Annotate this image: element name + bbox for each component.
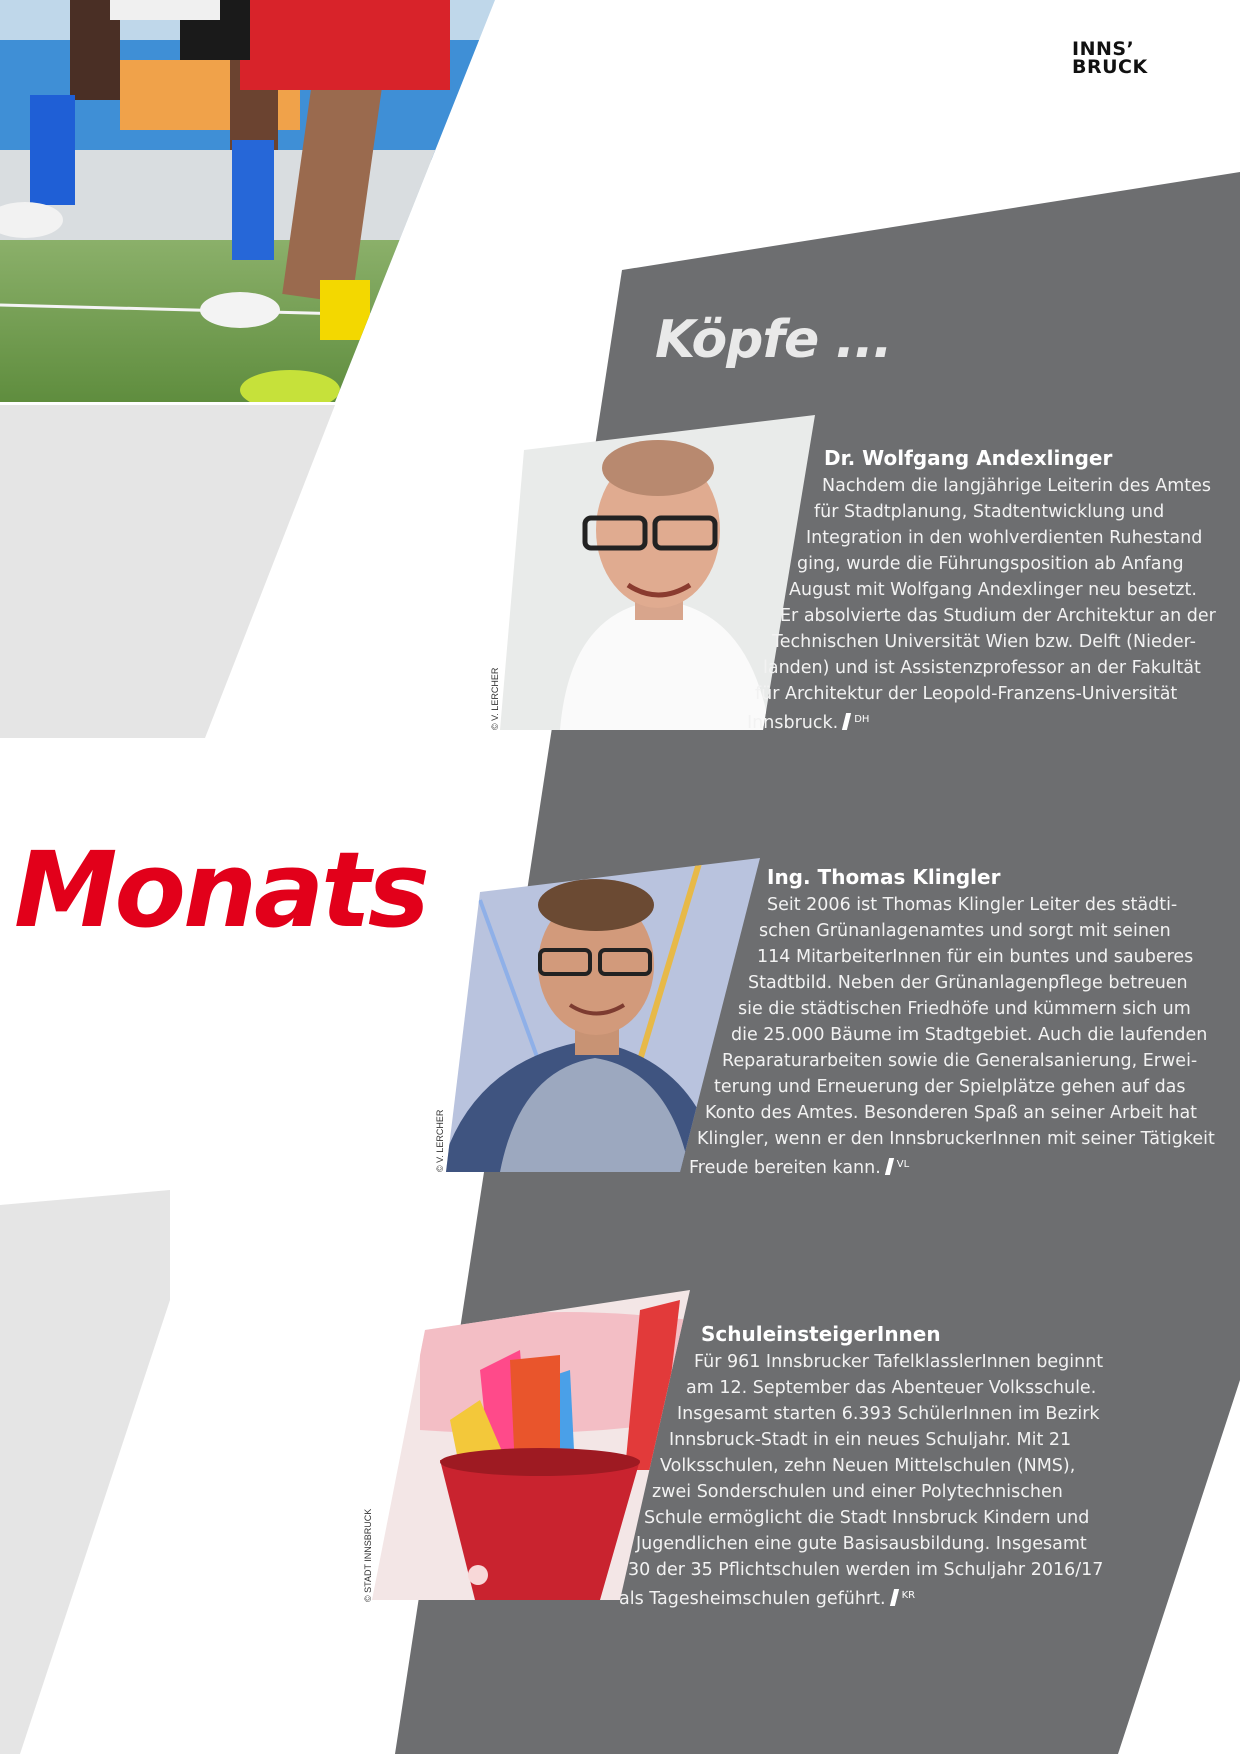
article-line: Er absolvierte das Studium der Architektur an der <box>780 606 1216 626</box>
football-photo <box>0 0 500 410</box>
article-line: 30 der 35 Pflichtschulen werden im Schuljahr 2016/17 <box>628 1560 1104 1580</box>
article-line: Jugendlichen eine gute Basisausbildung. Insgesamt <box>636 1534 1087 1554</box>
article-last-line <box>747 707 869 736</box>
author-initials: VL <box>896 1159 910 1170</box>
article-line: zwei Sonderschulen und einer Polytechnischen <box>652 1482 1063 1502</box>
article-title: SchuleinsteigerInnen <box>701 1322 941 1346</box>
article-line: ging, wurde die Führungsposition ab Anfang <box>797 554 1184 574</box>
article-line: Technischen Universität Wien bzw. Delft (Nieder- <box>772 632 1196 652</box>
article-line: Freude bereiten kann. <box>689 1158 881 1178</box>
article-line: schen Grünanlagenamtes und sorgt mit seinen <box>759 921 1171 941</box>
article-line: Innsbruck-Stadt in ein neues Schuljahr. Mit 21 <box>669 1430 1072 1450</box>
article-line: Klingler, wenn er den InnsbruckerInnen mit seiner Tätigkeit <box>697 1129 1215 1149</box>
article-title: Dr. Wolfgang Andexlinger <box>824 446 1113 470</box>
article-last-line <box>619 1583 915 1612</box>
light-band-lower <box>0 1190 170 1754</box>
article-line: Schule ermöglicht die Stadt Innsbruck Kindern und <box>644 1508 1090 1528</box>
article-line: am 12. September das Abenteuer Volksschule. <box>686 1378 1097 1398</box>
logo-line-2: BRUCK <box>1072 56 1148 78</box>
author-initials: DH <box>854 714 870 725</box>
innsbruck-logo <box>1072 40 1148 76</box>
article-line: Seit 2006 ist Thomas Klingler Leiter des städti- <box>767 895 1178 915</box>
logo-line-1: INNS’ <box>1072 38 1135 60</box>
article-line: als Tagesheimschulen geführt. <box>619 1589 886 1609</box>
signature-slash-icon <box>842 713 851 730</box>
article-line: Stadtbild. Neben der Grünanlagenpflege betreuen <box>748 973 1188 993</box>
section-heading: Köpfe ... <box>655 310 892 370</box>
signature-slash-icon <box>889 1589 898 1606</box>
article-title: Ing. Thomas Klingler <box>767 865 1001 889</box>
article-line: landen) und ist Assistenzprofessor an der Fakultät <box>763 658 1201 678</box>
article-line: für Architektur der Leopold-Franzens-Universität <box>755 684 1178 704</box>
article-last-line <box>689 1152 909 1181</box>
article-line: Nachdem die langjährige Leiterin des Amtes <box>822 476 1211 496</box>
article-line: terung und Erneuerung der Spielplätze gehen auf das <box>714 1077 1186 1097</box>
article-line: Insgesamt starten 6.393 SchülerInnen im Bezirk <box>677 1404 1100 1424</box>
article-line: Reparaturarbeiten sowie die Generalsanierung, Erwei- <box>722 1051 1198 1071</box>
article-line: sie die städtischen Friedhöfe und kümmern sich um <box>738 999 1191 1019</box>
article-line: Innsbruck. <box>747 713 839 733</box>
side-title: Monats <box>14 829 427 951</box>
article-line: Volksschulen, zehn Neuen Mittelschulen (NMS), <box>660 1456 1076 1476</box>
article-line: die 25.000 Bäume im Stadtgebiet. Auch die laufenden <box>731 1025 1208 1045</box>
photo-credit-1: © V. LERCHER <box>490 667 500 730</box>
article-line: Für 961 Innsbrucker TafelklasslerInnen beginnt <box>694 1352 1104 1372</box>
photo-credit-3: © STADT INNSBRUCK <box>363 1508 373 1602</box>
light-band-upper <box>0 405 335 738</box>
article-line: August mit Wolfgang Andexlinger neu besetzt. <box>789 580 1197 600</box>
article-line: Integration in den wohlverdienten Ruhestand <box>806 528 1203 548</box>
article-line: Konto des Amtes. Besonderen Spaß an seiner Arbeit hat <box>705 1103 1198 1123</box>
author-initials: KR <box>901 1590 916 1601</box>
photo-credit-2: © V. LERCHER <box>435 1109 445 1172</box>
article-line: 114 MitarbeiterInnen für ein buntes und sauberes <box>757 947 1194 967</box>
article-line: für Stadtplanung, Stadtentwicklung und <box>814 502 1165 522</box>
signature-slash-icon <box>885 1158 894 1175</box>
